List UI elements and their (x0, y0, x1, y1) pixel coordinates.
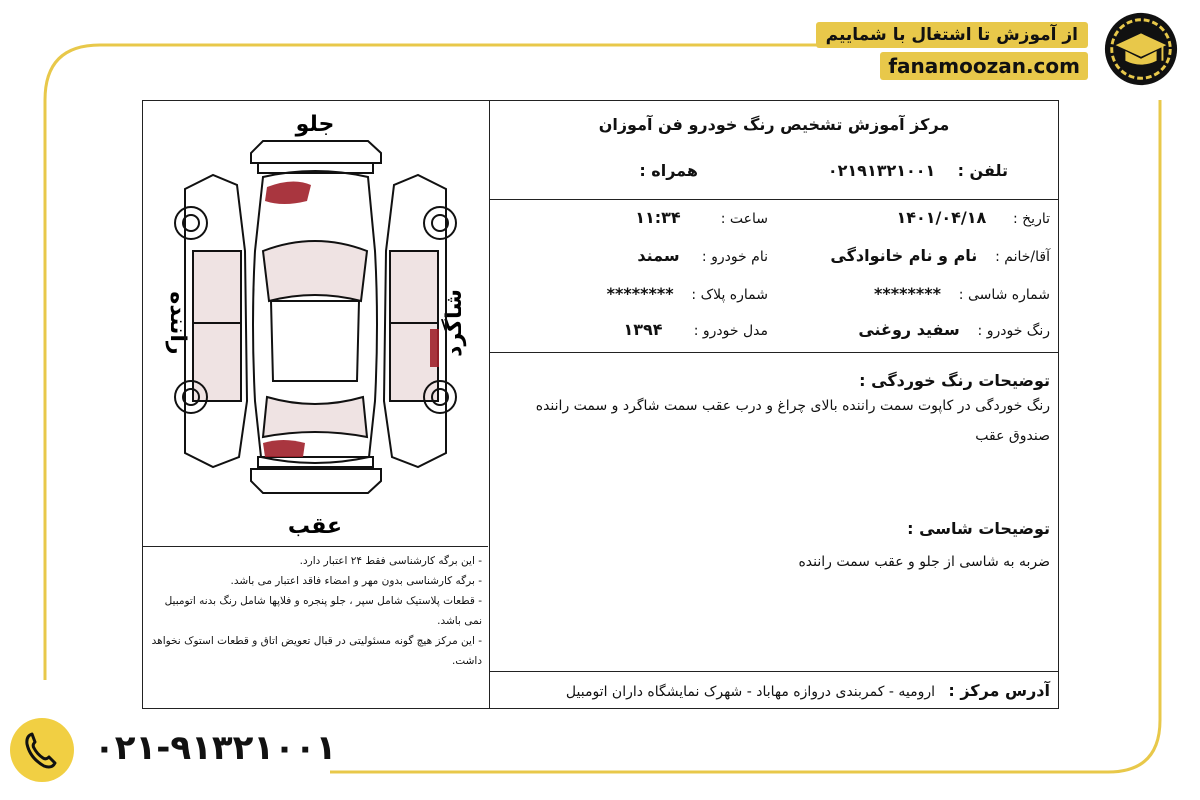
mobile-field (639, 161, 698, 180)
damage-mark-hood (265, 181, 311, 204)
vehicle-info (490, 200, 1058, 353)
car-name-label: نام خودرو : (701, 249, 768, 265)
address-section (490, 672, 1058, 708)
model-value: ۱۳۹۴ (623, 320, 663, 339)
rear-label: عقب (287, 514, 343, 539)
descriptions-section (490, 353, 1058, 672)
name-label: آقا/خانم : (995, 249, 1050, 265)
contact-phone-number[interactable]: ۰۲۱-۹۱۳۲۱۰۰۱ (94, 728, 337, 768)
phone-icon[interactable] (10, 718, 74, 782)
address-row (566, 681, 1050, 700)
note-item: - این مرکز هیچ گونه مسئولیتی در قبال تعویض اتاق و قطعات استوک نخواهد داشت. (151, 635, 482, 667)
damage-mark-rear-door (430, 329, 439, 367)
chassis-desc-heading: توضیحات شاسی : (907, 519, 1050, 538)
car-outline-svg (143, 101, 488, 546)
phone-label: تلفن : (957, 161, 1008, 180)
passenger-label: شاگرد (442, 289, 467, 357)
left-column (143, 101, 490, 708)
model-label: مدل خودرو : (693, 323, 768, 339)
wheel-front-left (175, 207, 207, 239)
chassis-value: ******** (874, 284, 941, 303)
graduation-cap-logo-icon (1102, 10, 1180, 88)
chassis-label: شماره شاسی : (958, 287, 1050, 303)
name-field (830, 246, 1050, 265)
paint-desc-heading: توضیحات رنگ خوردگی : (859, 371, 1050, 390)
damage-mark-trunk (263, 440, 305, 457)
driver-label: راننده (165, 291, 190, 355)
phone-value: ۰۲۱۹۱۳۲۱۰۰۱ (827, 161, 936, 180)
model-field (624, 320, 769, 339)
wheel-front-right (424, 207, 456, 239)
date-label: تاریخ : (1012, 211, 1050, 227)
address-value: ارومیه - کمربندی دروازه مهاباد - شهرک نمایشگاه داران اتومبیل (565, 684, 935, 700)
color-value: سفید روغنی (858, 320, 960, 339)
front-label: جلو (295, 112, 335, 137)
plate-value: ******** (606, 284, 674, 303)
brand-block (825, 8, 1180, 88)
note-item: - برگه کارشناسی بدون مهر و امضاء فاقد اعتبار می باشد. (230, 575, 482, 587)
sheet-header (490, 101, 1058, 200)
chassis-field (874, 284, 1050, 303)
car-diagram (143, 101, 488, 547)
time-field (635, 208, 768, 227)
note-item: - این برگه کارشناسی فقط ۲۴ اعتبار دارد. (299, 555, 482, 567)
color-field (858, 320, 1050, 339)
contact-phone-bar (10, 718, 337, 782)
brand-website[interactable]: fanamoozan.com (880, 52, 1088, 80)
center-title: مرکز آموزش تشخیص رنگ خودرو فن آموزان (598, 115, 950, 134)
chassis-desc-text: ضربه به شاسی از جلو و عقب سمت راننده (798, 554, 1050, 570)
date-value: ۱۴۰۱/۰۴/۱۸ (896, 208, 987, 227)
color-label: رنگ خودرو : (977, 323, 1050, 339)
phone-field (828, 161, 1008, 180)
front-bumper (251, 141, 381, 163)
paint-desc-text: رنگ خوردگی در کاپوت سمت راننده بالای چراغ و درب عقب سمت شاگرد و سمت راننده صندوق عقب (535, 398, 1050, 444)
note-item: - قطعات پلاستیک شامل سپر ، جلو پنجره و فلاپها شامل رنگ بدنه اتومبیل نمی باشد. (164, 595, 482, 627)
plate-label: شماره پلاک : (691, 287, 768, 303)
notes-list (143, 547, 488, 707)
name-value: نام و نام خانوادگی (830, 246, 978, 265)
brand-tagline: از آموزش تا اشتغال با شماییم (816, 22, 1088, 48)
address-label: آدرس مرکز : (948, 681, 1050, 700)
time-label: ساعت : (720, 211, 768, 227)
inspection-sheet (142, 100, 1059, 709)
time-value: ۱۱:۳۴ (635, 208, 681, 227)
car-name-field (637, 246, 768, 265)
right-column (490, 101, 1058, 708)
plate-field (607, 284, 768, 303)
car-name-value: سمند (637, 246, 680, 265)
mobile-label: همراه : (639, 161, 698, 180)
date-field (896, 208, 1050, 227)
